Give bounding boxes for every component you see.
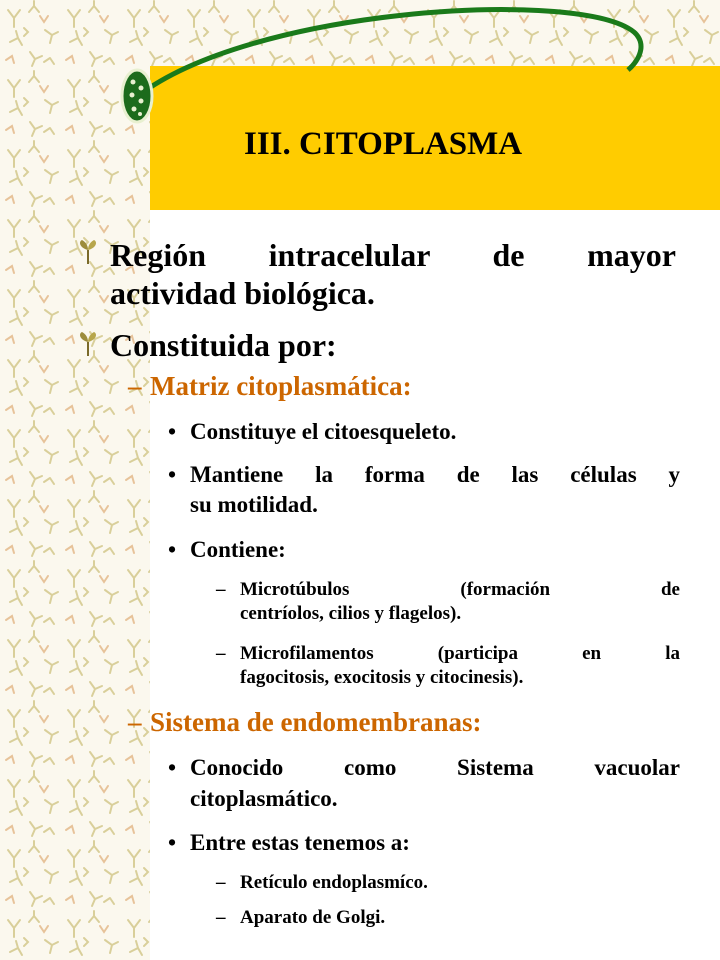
- sistema-sub-1: Retículo endoplasmíco.: [240, 872, 428, 893]
- sistema-bullet-1-line1: Conocido como Sistema vacuolar: [190, 755, 680, 780]
- matriz-heading: Matriz citoplasmática:: [150, 371, 412, 401]
- dash-marker: –: [216, 872, 226, 893]
- leaf-bullet-icon: [76, 238, 100, 266]
- sistema-bullet-1-line2: citoplasmático.: [190, 786, 338, 811]
- dot-marker: •: [168, 419, 177, 444]
- sistema-heading: Sistema de endomembranas:: [150, 707, 482, 737]
- dot-marker: •: [168, 462, 177, 487]
- matriz-bullet-1: Constituye el citoesqueleto.: [190, 419, 457, 444]
- slide-title: III. CITOPLASMA: [244, 126, 523, 162]
- dash-marker: –: [216, 907, 226, 928]
- sistema-sub-2: Aparato de Golgi.: [240, 907, 386, 928]
- dash-marker: –: [216, 579, 226, 600]
- matriz-bullet-2-line2: su motilidad.: [190, 492, 318, 517]
- dot-marker: •: [168, 755, 177, 780]
- item-region-line2: actividad biológica.: [110, 275, 375, 311]
- matriz-sub-2-line1: Microfilamentos (participa en la: [240, 643, 680, 664]
- matriz-sub-2-line2: fagocitosis, exocitosis y citocinesis).: [240, 667, 524, 688]
- dash-marker: –: [128, 707, 142, 737]
- dash-marker: –: [128, 371, 142, 401]
- dash-marker: –: [216, 643, 226, 664]
- matriz-bullet-2-line1: Mantiene la forma de las células y: [190, 462, 680, 487]
- matriz-sub-1-line1: Microtúbulos (formación de: [240, 579, 680, 600]
- matriz-bullet-3: Contiene:: [190, 537, 286, 562]
- matriz-sub-1-line2: centríolos, cilios y flagelos).: [240, 603, 462, 624]
- leaf-bullet-icon: [76, 330, 100, 358]
- item-region-line1: Región intracelular de mayor: [110, 237, 676, 273]
- dot-marker: •: [168, 537, 177, 562]
- sistema-bullet-2: Entre estas tenemos a:: [190, 830, 410, 855]
- dot-marker: •: [168, 830, 177, 855]
- item-constituida: Constituida por:: [110, 327, 337, 363]
